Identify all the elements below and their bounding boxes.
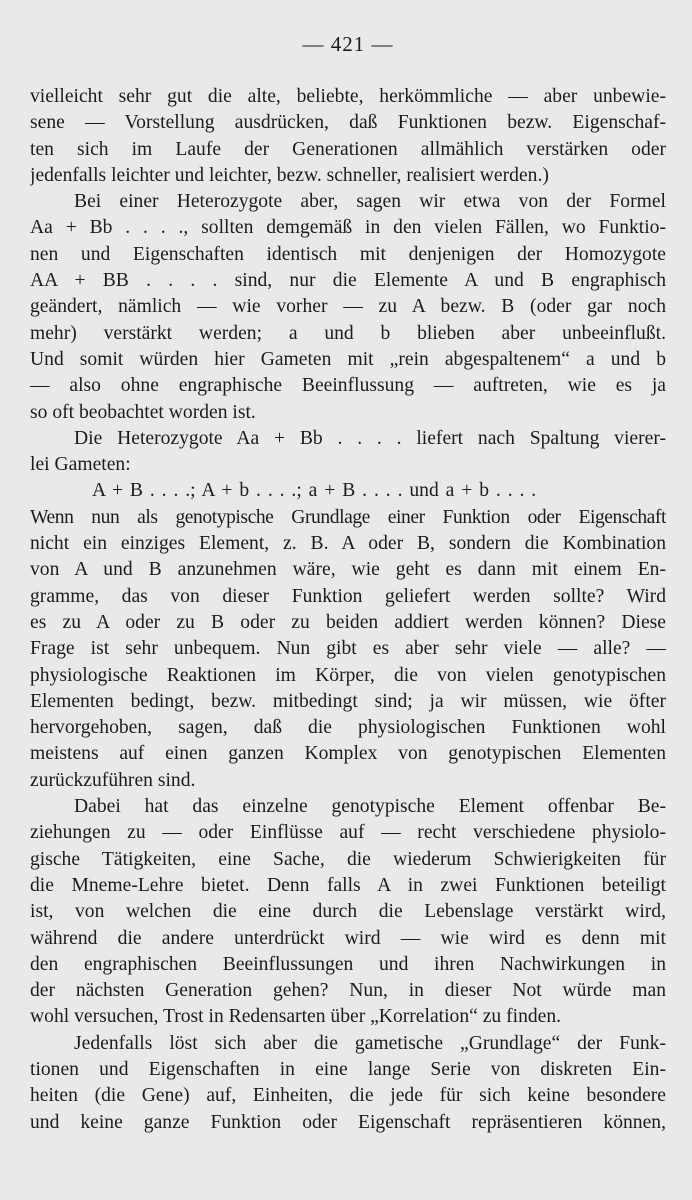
text-line: und keine ganze Funktion oder Eigenschaft repräsentieren können, <box>30 1111 666 1133</box>
text-line: vielleicht sehr gut die alte, beliebte, herkömmliche — aber unbewie- <box>30 86 666 107</box>
text-line: sene — Vorstellung ausdrücken, daß Funktionen bezw. Eigenschaf- <box>30 112 666 134</box>
text-line: nicht ein einziges Element, z. B. A oder B, sondern die Kombination <box>30 533 666 555</box>
text-line: Aa + Bb . . . ., sollten demgemäß in den vielen Fällen, wo Funktio- <box>30 217 666 239</box>
text-line: jedenfalls leichter und leichter, bezw. schneller, realisiert werden.) <box>30 164 549 186</box>
text-line: während die andere unterdrückt wird — wie wird es denn mit <box>30 927 666 949</box>
text-line: mehr) verstärkt werden; a und b blieben aber unbeeinflußt. <box>30 322 666 344</box>
text-line: meistens auf einen ganzen Komplex von genotypischen Elementen <box>30 743 666 765</box>
text-line: Und somit würden hier Gameten mit „rein abgespaltenem“ a und b <box>30 348 666 370</box>
text-line: ist, von welchen die eine durch die Lebenslage verstärkt wird, <box>30 901 666 923</box>
text-line: physiologische Reaktionen im Körper, die von vielen genotypischen <box>30 664 666 686</box>
text-line: Bei einer Heterozygote aber, sagen wir etwa von der Formel <box>74 191 666 213</box>
text-line: die Mneme-Lehre bietet. Denn falls A in zwei Funktionen beteiligt <box>30 874 666 896</box>
text-line: A + B . . . .; A + b . . . .; a + B . . . . und a + b . . . . <box>92 480 537 502</box>
text-line: Elementen bedingt, bezw. mitbedingt sind; ja wir müssen, wie öfter <box>30 690 666 712</box>
text-line: hervorgehoben, sagen, daß die physiologischen Funktionen wohl <box>30 717 666 739</box>
text-line: AA + BB . . . . sind, nur die Elemente A und B engraphisch <box>30 270 666 292</box>
text-line: tionen und Eigenschaften in eine lange Serie von diskreten Ein- <box>30 1058 666 1080</box>
text-line: gramme, das von dieser Funktion geliefert werden sollte? Wird <box>30 585 666 607</box>
text-line: der nächsten Generation gehen? Nun, in dieser Not würde man <box>30 980 666 1002</box>
text-line: Frage ist sehr unbequem. Nun gibt es aber sehr viele — alle? — <box>30 638 666 660</box>
text-line: Die Heterozygote Aa + Bb . . . . liefert nach Spaltung vierer- <box>74 427 666 449</box>
text-line: heiten (die Gene) auf, Einheiten, die jede für sich keine besondere <box>30 1085 666 1107</box>
page-number: — 421 — <box>302 32 394 56</box>
text-line: Jedenfalls löst sich aber die gametische „Grundlage“ der Funk- <box>74 1032 666 1054</box>
body-text <box>30 84 666 1136</box>
text-line: den engraphischen Beeinflussungen und ihren Nachwirkungen in <box>30 953 666 975</box>
text-line: ziehungen zu — oder Einflüsse auf — recht verschiedene physiolo- <box>30 822 666 844</box>
text-line: ten sich im Laufe der Generationen allmählich verstärken oder <box>30 138 666 160</box>
text-line: wohl versuchen, Trost in Redensarten über „Korrelation“ zu finden. <box>30 1006 562 1028</box>
text-line: so oft beobachtet worden ist. <box>30 401 256 423</box>
text-line: gische Tätigkeiten, eine Sache, die wiederum Schwierigkeiten für <box>30 848 666 870</box>
text-line: Dabei hat das einzelne genotypische Element offenbar Be- <box>74 796 666 818</box>
text-line: zurückzuführen sind. <box>30 769 196 791</box>
text-line: Wenn nun als genotypische Grundlage einer Funktion oder Eigenschaft <box>30 506 666 528</box>
text-line: es zu A oder zu B oder zu beiden addiert werden können? Diese <box>30 611 666 633</box>
text-line: lei Gameten: <box>30 454 131 476</box>
text-line: — also ohne engraphische Beeinflussung — auftreten, wie es ja <box>30 375 666 397</box>
text-line: nen und Eigenschaften identisch mit denjenigen der Homozygote <box>30 243 666 265</box>
text-line: von A und B anzunehmen wäre, wie geht es dann mit einem En- <box>30 559 666 581</box>
text-line: geändert, nämlich — wie vorher — zu A bezw. B (oder gar noch <box>30 296 666 318</box>
